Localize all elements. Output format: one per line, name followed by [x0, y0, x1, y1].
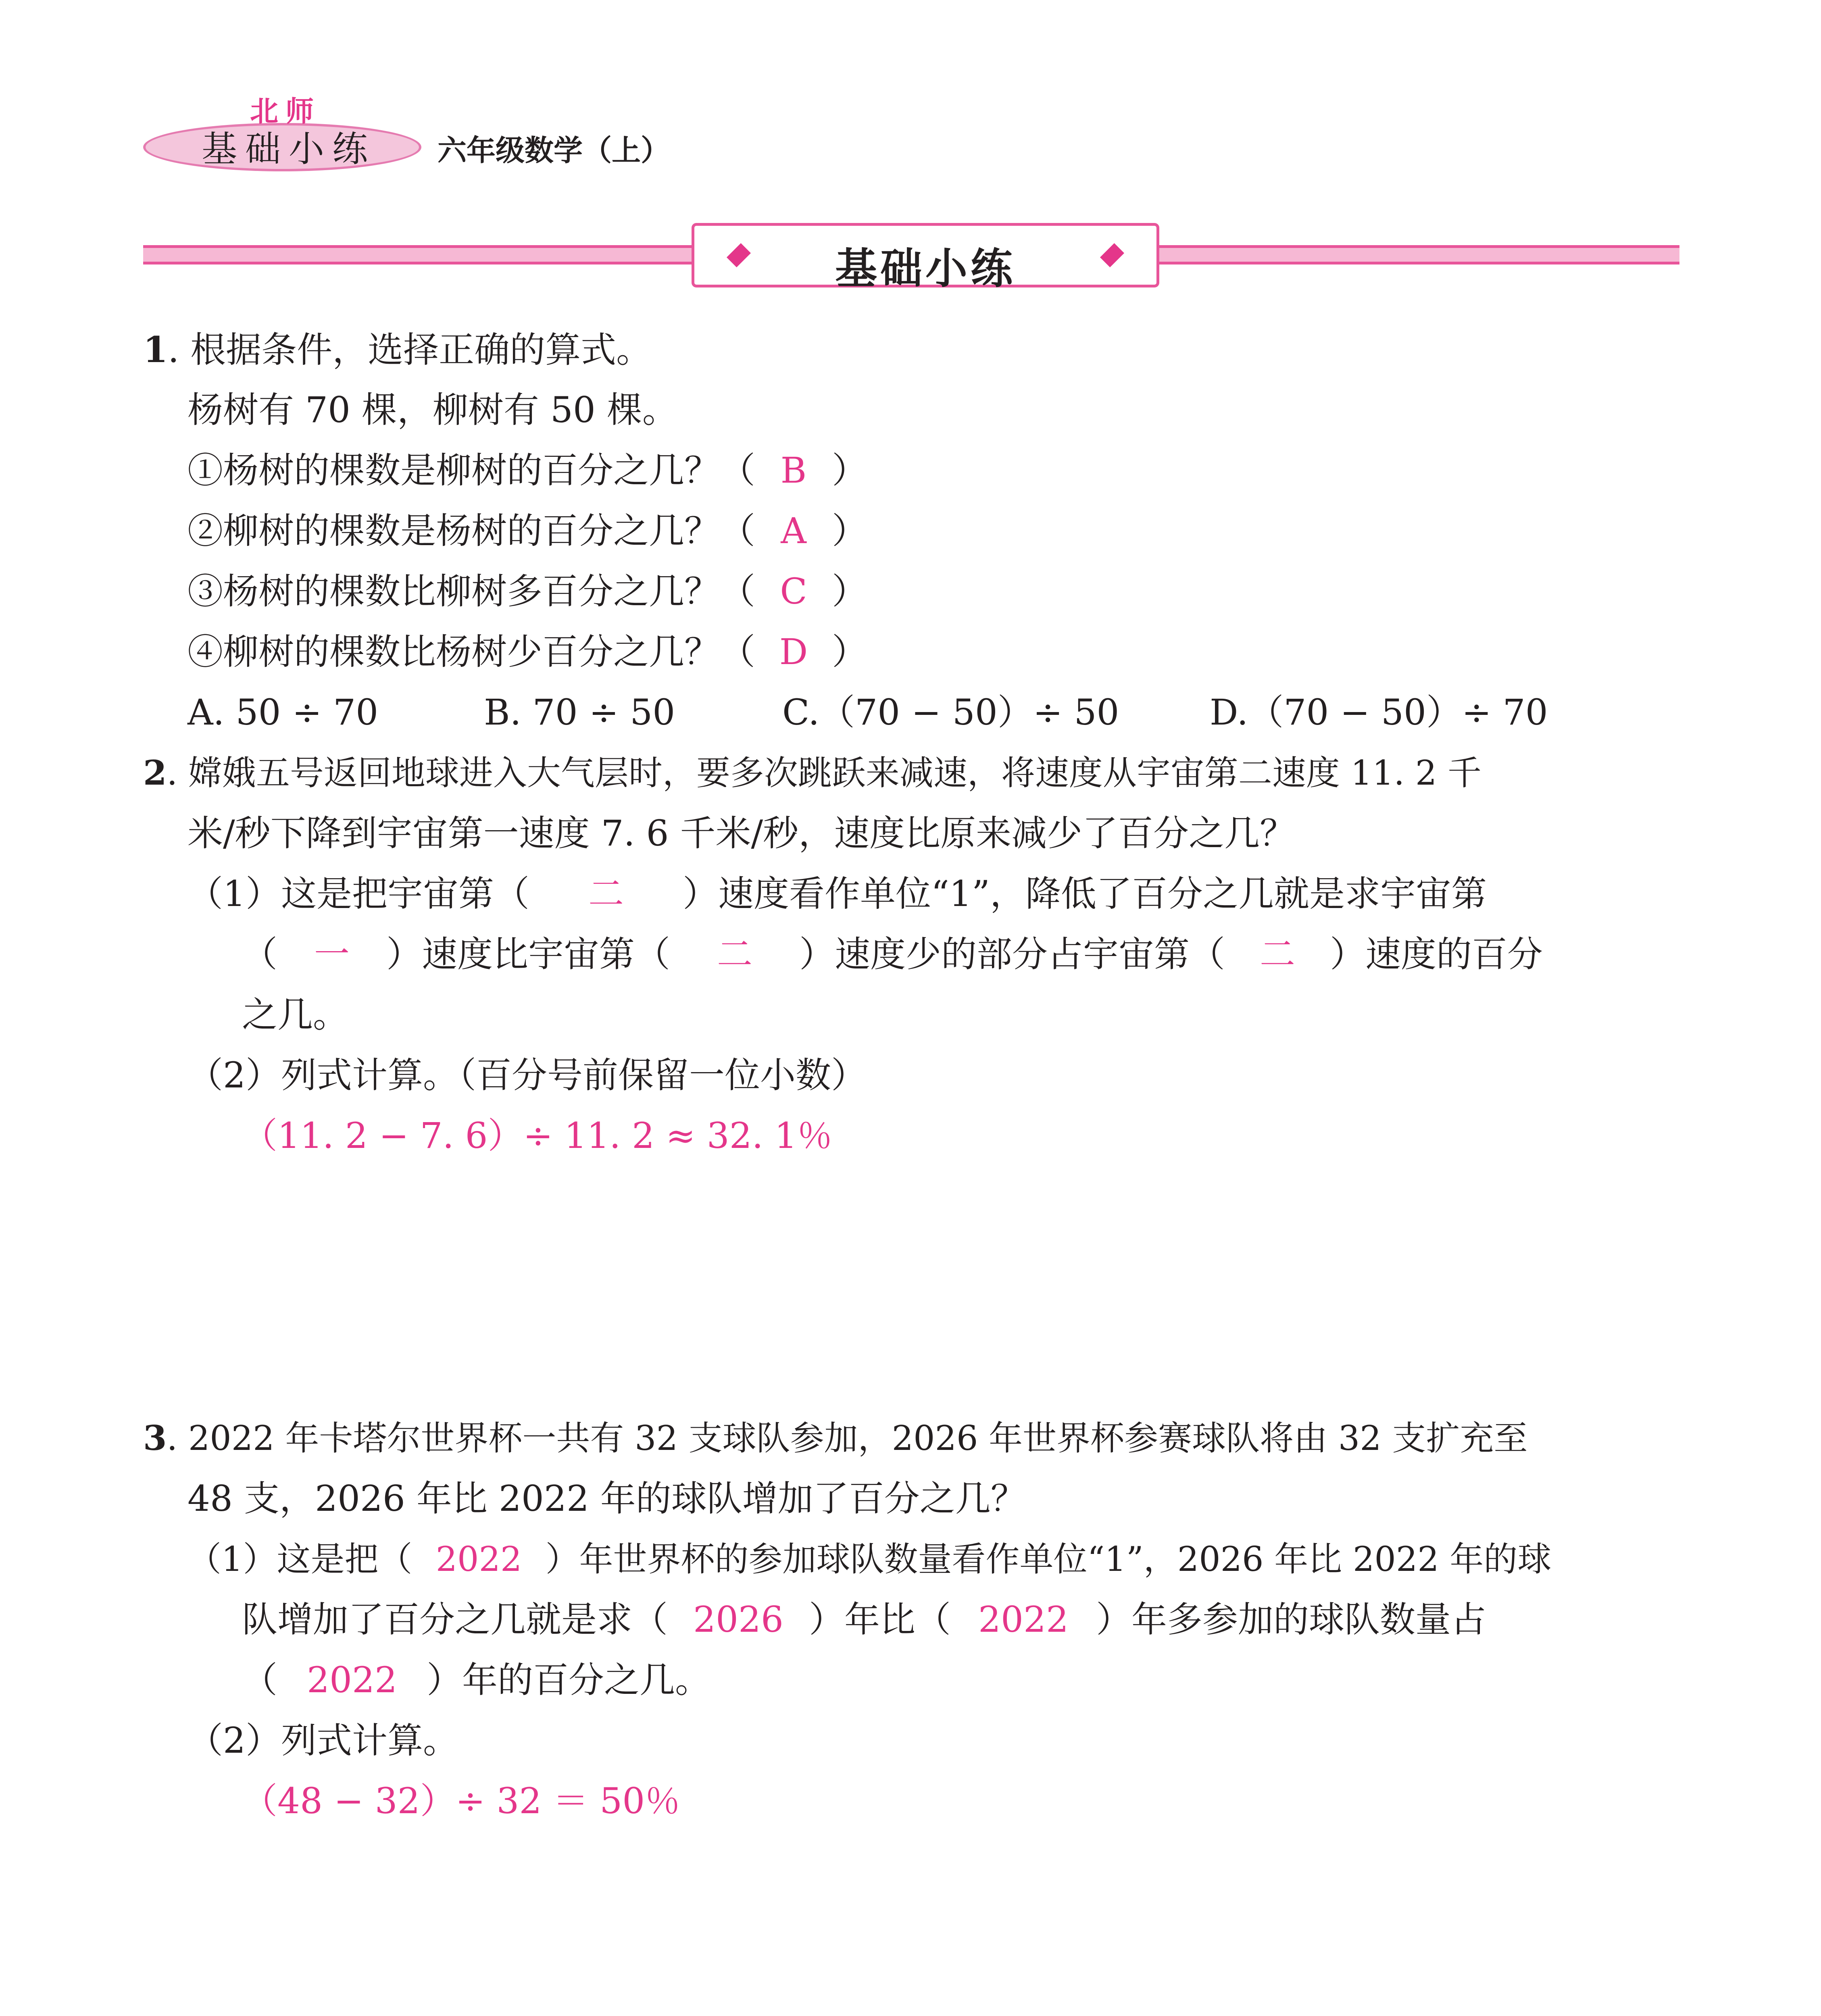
q3-number: 3	[143, 1418, 167, 1458]
q2-answer-1: 二	[588, 873, 624, 914]
q3-part1-line2	[242, 1597, 1486, 1642]
q3-part1-text: ）年比（	[809, 1599, 951, 1640]
q3-answer-2: 2026	[693, 1599, 783, 1640]
section-title: 基础小练	[835, 244, 1016, 293]
q3-calc-answer: （48 − 32）÷ 32 ＝ 50％	[242, 1780, 681, 1822]
q3-part1-text: ）年的百分之几。	[427, 1659, 711, 1701]
q3-part1-line3	[242, 1658, 710, 1702]
grade-label: 六年级数学（上）	[438, 133, 670, 167]
q2-part1-text: ）速度看作单位“1”，降低了百分之几就是求宇宙第	[683, 873, 1487, 914]
q1-info: 杨树有 70 棵，柳树有 50 棵。	[188, 389, 678, 431]
q1-item-2	[188, 509, 867, 553]
q2-answer-4: 二	[1260, 933, 1296, 975]
q3-answer-3: 2022	[978, 1599, 1069, 1640]
q2-answer-2: 一	[314, 933, 350, 975]
q2-calc-answer: （11. 2 − 7. 6）÷ 11. 2 ≈ 32. 1％	[242, 1115, 833, 1156]
q1-answer-3: C	[780, 571, 807, 612]
q1-number: 1	[143, 329, 168, 371]
q1-item-close: ）	[832, 510, 868, 552]
q3-part1-text: ）年世界杯的参加球队数量看作单位“1”，2026 年比 2022 年的球	[545, 1539, 1552, 1579]
q1-item-close: ）	[832, 571, 868, 612]
q1-stem	[143, 327, 652, 372]
q1-item-4-text: ④柳树的棵数比杨树少百分之几？（	[188, 631, 756, 673]
brand-small-text: 北师	[250, 95, 321, 128]
title-band-right	[1159, 245, 1679, 264]
q2-stem-text: . 嫦娥五号返回地球进入大气层时，要多次跳跃来减速，将速度从宇宙第二速度 11. 2 千	[167, 753, 1481, 793]
q3-part1-line1	[188, 1537, 1551, 1581]
q3-part1-text: ）年多参加的球队数量占	[1096, 1599, 1487, 1640]
q1-item-4	[188, 630, 867, 674]
q2-number: 2	[143, 753, 167, 793]
q1-item-close: ）	[832, 631, 868, 673]
q1-item-close: ）	[832, 450, 868, 491]
q3-part1-text: 队增加了百分之几就是求（	[242, 1599, 668, 1640]
q2-part1-text: ）速度少的部分占宇宙第（	[799, 933, 1225, 975]
q3-stem-line1	[143, 1416, 1527, 1460]
title-band-left	[143, 245, 692, 264]
q3-stem-line2: 48 支，2026 年比 2022 年的球队增加了百分之几？	[188, 1478, 1026, 1519]
q1-option-d: D.（70 − 50）÷ 70	[1210, 691, 1548, 733]
q1-item-1	[188, 448, 867, 493]
q3-part2: （2）列式计算。	[188, 1720, 458, 1761]
q2-stem-line2: 米/秒下降到宇宙第一速度 7. 6 千米/秒，速度比原来减少了百分之几？	[188, 812, 1296, 854]
q2-stem-line1	[143, 751, 1481, 795]
q1-item-3	[188, 569, 867, 614]
q1-option-c: C.（70 − 50）÷ 50	[782, 691, 1119, 733]
q3-part1-text: （1）这是把（	[188, 1539, 413, 1579]
q3-part1-text: （	[242, 1659, 278, 1701]
q1-item-3-text: ③杨树的棵数比柳树多百分之几？（	[188, 571, 756, 612]
q1-option-a: A. 50 ÷ 70	[188, 691, 379, 733]
q2-part1-text: （1）这是把宇宙第（	[188, 873, 529, 914]
q2-part1-text: ）速度的百分	[1330, 933, 1543, 975]
section-title-box	[692, 223, 1159, 293]
q1-item-2-text: ②柳树的棵数是杨树的百分之几？（	[188, 510, 756, 552]
q1-answer-1: B	[780, 450, 807, 491]
q2-part1-line3: 之几。	[242, 994, 349, 1035]
q1-stem-text: . 根据条件，选择正确的算式。	[168, 329, 652, 371]
q1-option-b: B. 70 ÷ 50	[484, 691, 675, 733]
q2-part1-text: （	[242, 933, 278, 975]
q1-answer-2: A	[781, 510, 806, 552]
q3-answer-4: 2022	[307, 1659, 397, 1701]
brand-main-text: 基础小练	[202, 128, 376, 170]
q2-part1-text: ）速度比宇宙第（	[386, 933, 671, 975]
q2-part2: （2）列式计算。（百分号前保留一位小数）	[188, 1054, 867, 1096]
q3-answer-1: 2022	[435, 1539, 522, 1579]
q2-part1-line1	[188, 872, 1487, 916]
q1-item-1-text: ①杨树的棵数是柳树的百分之几？（	[188, 450, 756, 491]
q3-stem-text: . 2022 年卡塔尔世界杯一共有 32 支球队参加，2026 年世界杯参赛球队将由 32 支扩充至	[167, 1418, 1528, 1458]
q2-answer-3: 二	[717, 933, 753, 975]
q1-answer-4: D	[779, 631, 808, 673]
q2-part1-line2	[242, 932, 1543, 977]
